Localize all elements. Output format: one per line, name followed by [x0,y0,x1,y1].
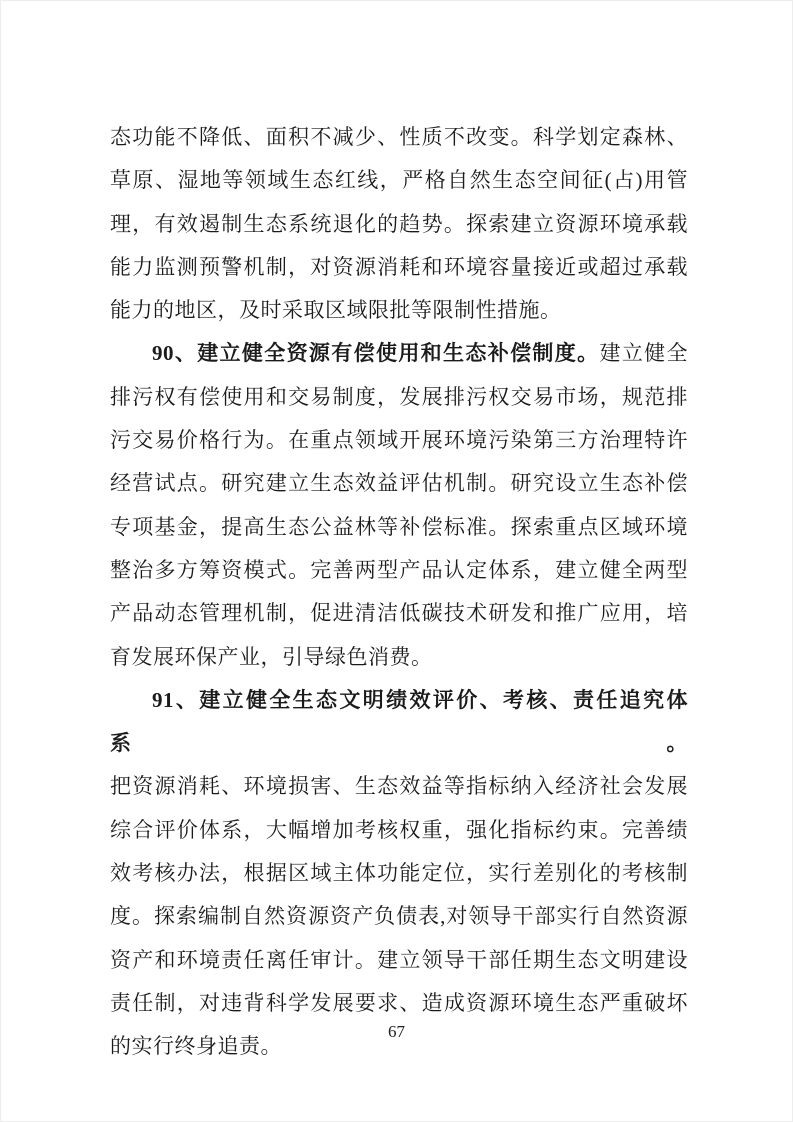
item-91-text: 把资源消耗、环境损害、生态效益等指标纳入经济社会发展综合评价体系，大幅增加考核权重，强化指标约束。完善绩效考核办法，根据区域主体功能定位，实行差别化的考核制度。探索编制自然资源资产负债表,对领导干部实行自然资源资产和环境责任离任审计。建立领导干部任期生态文明建设责任制，对违背科学发展要求、造成资源环境生态严重破坏的实行终身追责。 [110,774,688,1059]
page-body [110,116,688,1069]
item-91-heading: 91、建立健全生态文明绩效评价、考核、责任追究体系。 [110,687,688,756]
page-number: 67 [388,1022,405,1041]
paragraph-continuation [110,116,688,332]
paragraph-continuation-text: 态功能不降低、面积不减少、性质不改变。科学划定森林、草原、湿地等领域生态红线，严格自然生态空间征(占)用管理，有效遏制生态系统退化的趋势。探索建立资源环境承载能力监测预警机制，对资源消耗和环境容量接近或超过承载能力的地区，及时采取区域限批等限制性措施。 [110,125,688,323]
item-90-heading: 90、建立健全资源有偿使用和生态补偿制度。 [152,341,600,366]
paragraph-item-90 [110,332,688,678]
paragraph-item-91 [110,679,688,1069]
item-90-text: 建立健全排污权有偿使用和交易制度，发展排污权交易市场，规范排污交易价格行为。在重点领域开展环境污染第三方治理特许经营试点。研究建立生态效益评估机制。研究设立生态补偿专项基金，提高生态公益林等补偿标准。探索重点区域环境整治多方筹资模式。完善两型产品认定体系，建立健全两型产品动态管理机制，促进清洁低碳技术研发和推广应用，培育发展环保产业，引导绿色消费。 [110,341,689,669]
